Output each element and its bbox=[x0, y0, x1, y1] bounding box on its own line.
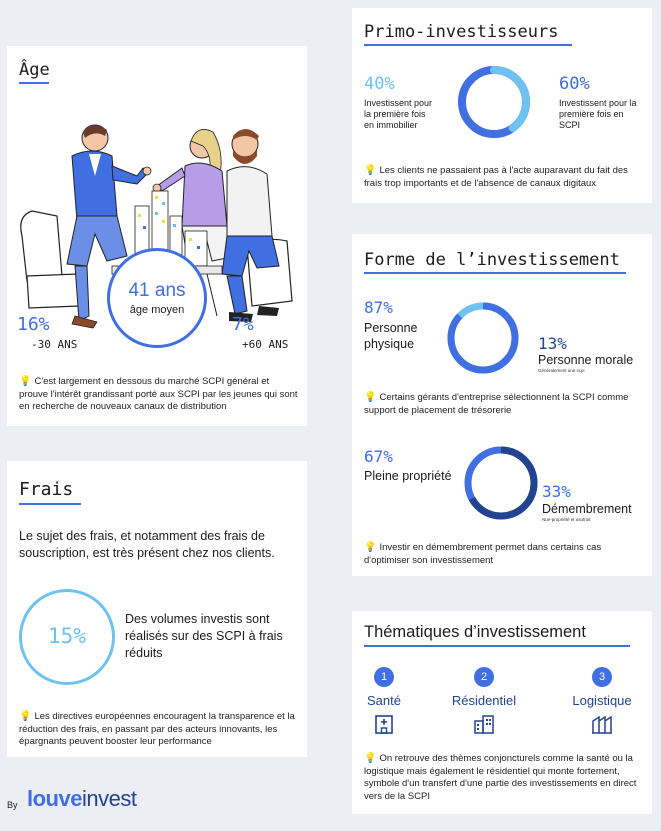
logo-louve: louve bbox=[27, 786, 82, 811]
themes-title: Thématiques d’investissement bbox=[364, 623, 586, 641]
primo-donut bbox=[456, 64, 532, 140]
forme-block2-note: 💡 Investir en démembrement permet dans certains cas d'optimiser son investissement bbox=[364, 542, 602, 566]
age-left-label: -30 ANS bbox=[31, 338, 78, 351]
lightbulb-icon: 💡 bbox=[364, 542, 377, 553]
lightbulb-icon: 💡 bbox=[19, 711, 32, 722]
lightbulb-icon: 💡 bbox=[364, 753, 377, 764]
primo-right-pct: 60% bbox=[559, 74, 590, 94]
theme-label-2: Résidentiel bbox=[451, 693, 517, 708]
theme-label-1: Santé bbox=[367, 693, 401, 708]
forme-title-underline bbox=[364, 272, 626, 274]
age-card bbox=[7, 46, 307, 426]
age-note: 💡 C'est largement en dessous du marché SCPI général et prouve l'intérêt grandissant porté aux SCPI par les jeunes qui sont en recherche de nouveaux canaux de distribution bbox=[19, 376, 298, 412]
forme-block1-right-sub: Généralement une scpi bbox=[538, 368, 585, 373]
primo-left-pct: 40% bbox=[364, 74, 395, 94]
logo-invest: invest bbox=[81, 786, 137, 811]
frais-title-underline bbox=[19, 503, 81, 505]
age-center-value: 41 ans bbox=[128, 280, 186, 301]
primo-note: 💡 Les clients ne passaient pas à l'acte auparavant du fait des frais trop importants et de l'absence de canaux digitaux bbox=[364, 165, 628, 189]
forme-block2-left-label: Pleine propriété bbox=[364, 469, 452, 483]
frais-note: 💡 Les directives européennes encouragent la transparence et la réduction des frais, en passant par des acteurs innovants, les épargnants peuvent booster leur performance bbox=[19, 711, 295, 747]
louveinvest-logo bbox=[27, 786, 136, 812]
theme-num-2: 2 bbox=[474, 667, 494, 687]
primo-title-underline bbox=[364, 44, 572, 46]
forme-block1-left-pct: 87% bbox=[364, 298, 393, 317]
hospital-icon bbox=[373, 713, 395, 735]
forme-block2-right-label: Démembrement bbox=[542, 502, 632, 516]
age-title-underline bbox=[19, 82, 49, 84]
warehouse-icon bbox=[591, 713, 613, 735]
frais-pct: 15% bbox=[48, 624, 86, 648]
forme-block2-right-pct: 33% bbox=[542, 482, 571, 501]
primo-right-text: Investissent pour la première fois en SCPI bbox=[559, 98, 637, 130]
primo-title: Primo-investisseurs bbox=[364, 22, 559, 42]
forme-card bbox=[352, 234, 652, 576]
forme-title: Forme de l’investissement bbox=[364, 250, 620, 270]
primo-card bbox=[352, 8, 652, 203]
age-title: Âge bbox=[19, 60, 50, 80]
footer-by: By bbox=[7, 800, 18, 810]
primo-left-text: Investissent pour la première fois en immobilier bbox=[364, 98, 433, 130]
lightbulb-icon: 💡 bbox=[364, 392, 377, 403]
forme-block1-left-label: Personne physique bbox=[364, 321, 418, 351]
themes-title-underline bbox=[364, 645, 630, 647]
frais-title: Frais bbox=[19, 479, 74, 500]
lightbulb-icon: 💡 bbox=[364, 165, 377, 176]
forme-donut-1 bbox=[445, 300, 521, 376]
forme-block1-right-label: Personne morale bbox=[538, 353, 634, 367]
theme-num-1: 1 bbox=[374, 667, 394, 687]
frais-pct-text: Des volumes investis sont réalisés sur des SCPI à frais réduits bbox=[125, 612, 283, 660]
themes-note: 💡 On retrouve des thèmes conjoncturels comme la santé ou la logistique mais également le résidentiel qui monte fortement, symbole d'un transfert d'une partie des investissements en direct vers de la SCPI bbox=[364, 753, 637, 802]
age-right-pct: 7% bbox=[232, 314, 254, 335]
theme-num-3: 3 bbox=[592, 667, 612, 687]
apartment-icon bbox=[473, 713, 495, 735]
theme-label-3: Logistique bbox=[572, 693, 632, 708]
frais-intro: Le sujet des frais, et notamment des frais de souscription, est très présent chez nos clients. bbox=[19, 529, 275, 560]
lightbulb-icon: 💡 bbox=[19, 376, 32, 387]
frais-card bbox=[7, 461, 307, 757]
age-right-label: +60 ANS bbox=[242, 338, 289, 351]
forme-block2-right-sub: Nue-propriété et usufruit bbox=[542, 517, 591, 522]
forme-block1-right-pct: 13% bbox=[538, 334, 567, 353]
forme-block2-left-pct: 67% bbox=[364, 447, 393, 466]
age-left-pct: 16% bbox=[17, 314, 50, 335]
themes-card bbox=[352, 611, 652, 814]
forme-donut-2 bbox=[462, 444, 540, 522]
forme-block1-note: 💡 Certains gérants d'entreprise sélectionnent la SCPI comme support de placement de trésorerie bbox=[364, 392, 629, 416]
age-center-label: âge moyen bbox=[129, 304, 185, 316]
